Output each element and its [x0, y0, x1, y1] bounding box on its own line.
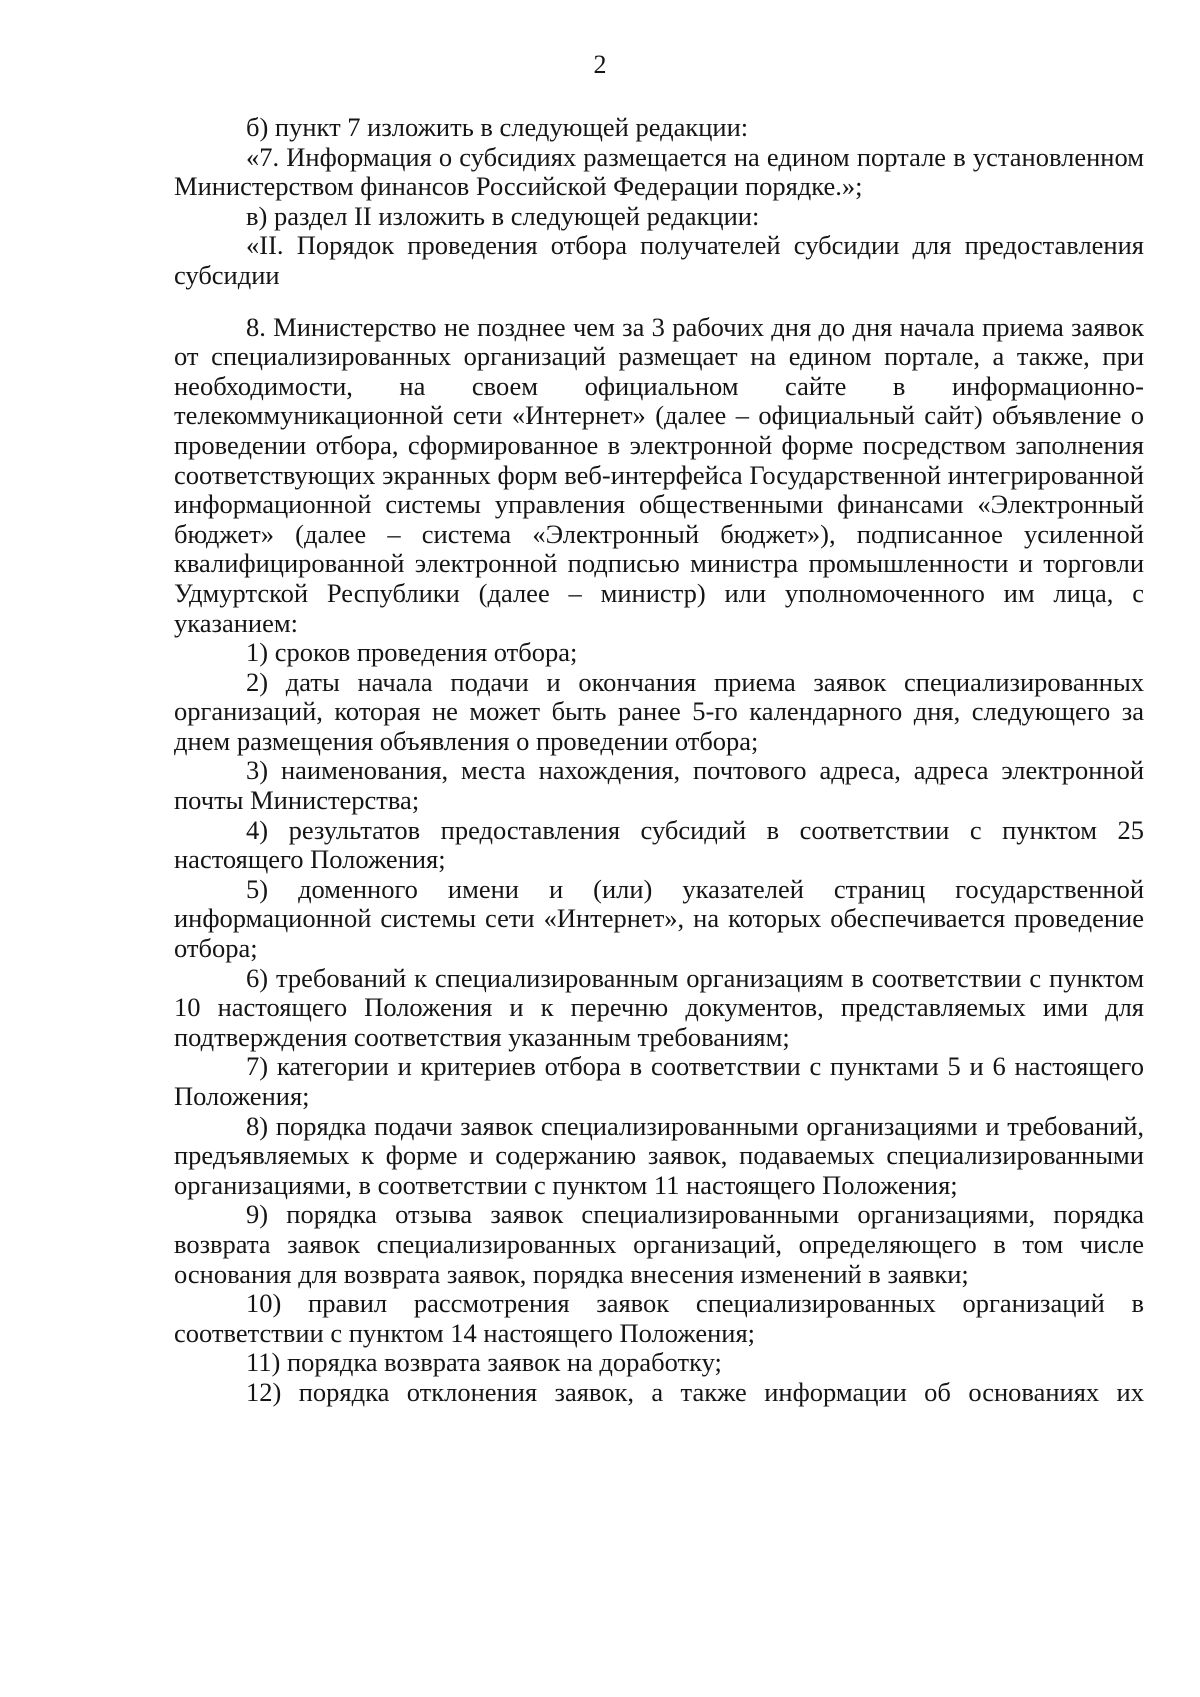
document-body — [174, 113, 1144, 1408]
paragraph-item-8: 8. Министерство не позднее чем за 3 рабочих дня до дня начала приема заявок от специализированных организаций размещает на едином портале, а также, при необходимости, на своем официальном сайте в информационно-телекоммуникационной сети «Интернет» (далее – официальный сайт) объявление о проведении отбора, сформированное в электронной форме посредством заполнения соответствующих экранных форм веб-интерфейса Государственной интегрированной информационной системы управления общественными финансами «Электронный бюджет» (далее – система «Электронный бюджет»), подписанное усиленной квалифицированной электронной подписью министра промышленности и торговли Удмуртской Республики (далее – министр) или уполномоченного им лица, с указанием: — [174, 311, 1144, 638]
list-item-12: 12) порядка отклонения заявок, а также информации об основаниях их — [246, 1376, 1144, 1407]
list-item-7: 7) категории и критериев отбора в соответствии с пунктами 5 и 6 настоящего Положения; — [174, 1051, 1144, 1111]
list-item-5: 5) доменного имени и (или) указателей страниц государственной информационной системы сети «Интернет», на которых обеспечивается проведение отбора; — [174, 873, 1144, 964]
list-item-3: 3) наименования, места нахождения, почтового адреса, адреса электронной почты Министерства; — [174, 755, 1144, 816]
list-item-9: 9) порядка отзыва заявок специализированными организациями, порядка возврата заявок специализированных организаций, определяющего в том числе основания для возврата заявок, порядка внесения изменений в заявки; — [174, 1199, 1144, 1289]
list-item-8: 8) порядка подачи заявок специализированными организациями и требований, предъявляемых к форме и содержанию заявок, подаваемых специализированными организациями, в соответствии с пунктом 11 настоящего Положения; — [174, 1110, 1144, 1200]
paragraph-amend-section-2: в) раздел II изложить в следующей редакции: — [246, 200, 760, 231]
list-item-11: 11) порядка возврата заявок на доработку; — [246, 1347, 722, 1378]
list-item-1: 1) сроков проведения отбора; — [246, 637, 578, 668]
list-item-10: 10) правил рассмотрения заявок специализированных организаций в соответствии с пунктом 14 настоящего Положения; — [174, 1288, 1144, 1348]
paragraph-amend-item-7: б) пункт 7 изложить в следующей редакции: — [246, 112, 749, 142]
list-item-4: 4) результатов предоставления субсидий в соответствии с пунктом 25 настоящего Положения; — [174, 814, 1144, 875]
paragraph-item-7-text: «7. Информация о субсидиях размещается на едином портале в установленном Министерством финансов Российской Федерации порядке.»; — [174, 141, 1144, 202]
section-heading: «II. Порядок проведения отбора получателей субсидии для предоставления субсидии — [174, 230, 1144, 290]
list-item-6: 6) требований к специализированным организациям в соответствии с пунктом 10 настоящего Положения и к перечню документов, представляемых ими для подтверждения соответствия указанным требованиям; — [174, 962, 1144, 1052]
list-item-2: 2) даты начала подачи и окончания приема заявок специализированных организаций, которая не может быть ранее 5-го календарного дня, следующего за днем размещения объявления о проведении отбора; — [174, 666, 1144, 756]
page-number: 2 — [593, 50, 607, 79]
